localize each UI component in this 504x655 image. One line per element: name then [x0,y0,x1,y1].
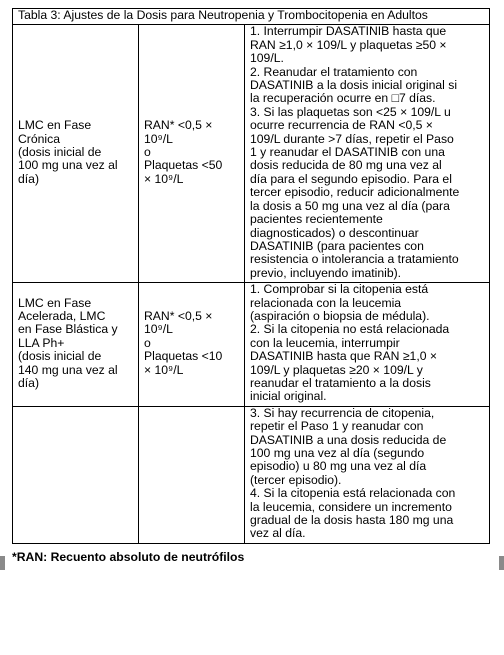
footnote: *RAN: Recuento absoluto de neutrófilos [12,549,245,564]
step-text: 1. Interrumpir DASATINIB hasta que RAN ≥1,0 × 109/L y plaquetas ≥50 × 109/L. [250,24,447,66]
condition-text: LMC en Fase Crónica (dosis inicial de 100 mg una vez al día) [18,118,118,186]
step-text: 2. Si la citopenia no está relacionada con la leucemia, interrumpir DASATINIB hasta que RAN ≥1,0 × 109/L y plaquetas ≥20 × 109/L y reanudar el tratamiento a la dosis inicial original. [250,322,450,404]
table-row [13,283,490,407]
steps-cell [245,25,490,283]
step-text: 3. Si hay recurrencia de citopenia, repetir el Paso 1 y reanudar con DASATINIB a una dosis reducida de 100 mg una vez al día (segundo episodio) u 80 mg una vez al día (tercer episodio). [250,405,447,487]
condition-text: LMC en Fase Acelerada, LMC en Fase Blástica y LLA Ph+ (dosis inicial de 140 mg una vez al día) [18,295,118,390]
criteria-cell [139,25,245,283]
condition-cell [13,25,139,283]
criteria-cell [139,283,245,407]
steps-cell [245,283,490,407]
right-edge-marker [499,556,504,570]
criteria-text: RAN* <0,5 × 10⁹/L o Plaquetas <10 × 10⁹/L [144,308,223,377]
criteria-text: RAN* <0,5 × 10⁹/L o Plaquetas <50 × 10⁹/L [144,118,223,186]
step-text: 2. Reanudar el tratamiento con DASATINIB a la dosis inicial original si la recuperación ocurre en □7 días. [250,64,458,106]
document [12,8,490,564]
left-edge-marker [0,556,5,570]
step-text: 4. Si la citopenia está relacionada con la leucemia, considere un incremento gradual de la dosis hasta 180 mg una vez al día. [250,486,456,541]
condition-cell [13,283,139,407]
table-row [13,406,490,543]
table-row [13,25,490,283]
table-title: Tabla 3: Ajustes de la Dosis para Neutropenia y Trombocitopenia en Adultos [13,9,490,25]
step-text: 1. Comprobar si la citopenia está relacionada con la leucemia (aspiración o biopsia de médula). [250,282,430,323]
step-text: 3. Si las plaquetas son <25 × 109/L u ocurre recurrencia de RAN <0,5 × 109/L durante >7 días, repetir el Paso 1 y reanudar el DASATINIB con una dosis reducida de 80 mg una vez al día para el segundo episodio. Para el tercer episodio, reducir adicionalmente la dosis a 50 mg una vez al día (para pacientes recientemente diagnosticados) o descontinuar DASATINIB (para pacientes con resistencia o intolerancia a tratamiento previo, incluyendo imatinib). [250,104,460,280]
criteria-cell [139,406,245,543]
steps-cell [245,406,490,543]
dose-adjustment-table [12,8,490,544]
condition-cell [13,406,139,543]
